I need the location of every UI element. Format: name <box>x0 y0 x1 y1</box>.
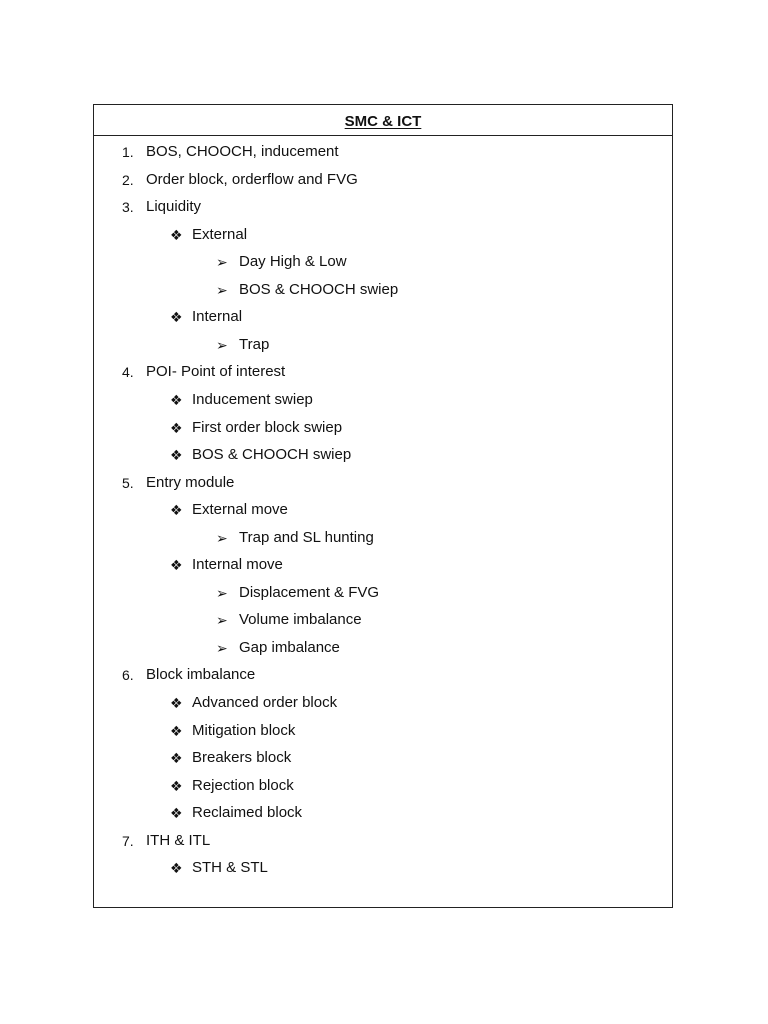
outline-item-level-2: BOS & CHOOCH swiep <box>192 446 352 464</box>
diamond-bullet-icon: ❖ <box>170 557 183 574</box>
arrow-bullet-icon: ➢ <box>216 529 228 546</box>
diamond-bullet-icon: ❖ <box>170 309 183 326</box>
outline-item-level-3: Gap imbalance <box>239 638 340 656</box>
outline-item-level-2: Mitigation block <box>192 721 296 739</box>
list-number: 2. <box>122 171 134 188</box>
diamond-bullet-icon: ❖ <box>170 419 183 436</box>
outline-item-level-1: Liquidity <box>146 198 202 216</box>
diamond-bullet-icon: ❖ <box>170 777 183 794</box>
arrow-bullet-icon: ➢ <box>216 639 228 656</box>
list-number: 5. <box>122 474 134 491</box>
outline-item-level-2: Advanced order block <box>192 694 338 711</box>
outline-item-level-3: Day High & Low <box>239 253 347 271</box>
outline-item-level-2: STH & STL <box>192 859 268 877</box>
diamond-bullet-icon: ❖ <box>170 695 183 711</box>
outline-item-level-2: Inducement swiep <box>192 390 313 408</box>
arrow-bullet-icon: ➢ <box>216 254 228 271</box>
outline-item-level-3: BOS & CHOOCH swiep <box>239 280 399 298</box>
diamond-bullet-icon: ❖ <box>170 502 183 519</box>
list-number: 7. <box>122 832 134 849</box>
diamond-bullet-icon: ❖ <box>170 860 183 877</box>
list-number: 6. <box>122 667 134 684</box>
outline-item-level-1: Order block, orderflow and FVG <box>146 170 358 188</box>
outline-item-level-2: Breakers block <box>192 749 292 767</box>
outline-item-level-1: POI- Point of interest <box>146 363 286 381</box>
outline-item-level-2: First order block swiep <box>192 418 343 436</box>
outline-item-level-2: External move <box>192 501 288 519</box>
outline-item-level-3: Volume imbalance <box>239 611 362 629</box>
list-number: 4. <box>122 364 134 381</box>
diamond-bullet-icon: ❖ <box>170 805 183 822</box>
outline-item-level-3: Trap <box>239 335 270 353</box>
outline-item-level-3: Displacement & FVG <box>239 583 380 601</box>
outline-item-level-1: BOS, CHOOCH, inducement <box>146 143 339 160</box>
diamond-bullet-icon: ❖ <box>170 226 183 243</box>
diamond-bullet-icon: ❖ <box>170 750 183 767</box>
table-header <box>94 105 672 136</box>
page-title: SMC & ICT <box>344 113 422 130</box>
outline-item-level-2: Rejection block <box>192 776 294 794</box>
arrow-bullet-icon: ➢ <box>216 281 228 298</box>
outline-item-level-1: Entry module <box>146 473 235 491</box>
arrow-bullet-icon: ➢ <box>216 612 228 629</box>
outline-item-level-1: ITH & ITL <box>146 831 211 849</box>
outline-item-level-2: External <box>192 225 248 243</box>
document-table <box>93 104 673 908</box>
diamond-bullet-icon: ❖ <box>170 447 183 464</box>
diamond-bullet-icon: ❖ <box>170 391 183 408</box>
diamond-bullet-icon: ❖ <box>170 722 183 739</box>
outline-item-level-3: Trap and SL hunting <box>239 528 374 546</box>
outline-item-level-2: Internal <box>192 308 243 326</box>
list-number: 1. <box>122 144 134 160</box>
arrow-bullet-icon: ➢ <box>216 584 228 601</box>
list-number: 3. <box>122 199 134 216</box>
outline-item-level-2: Reclaimed block <box>192 804 303 822</box>
arrow-bullet-icon: ➢ <box>216 336 228 353</box>
outline-item-level-2: Internal move <box>192 556 283 574</box>
outline-item-level-1: Block imbalance <box>146 666 256 684</box>
